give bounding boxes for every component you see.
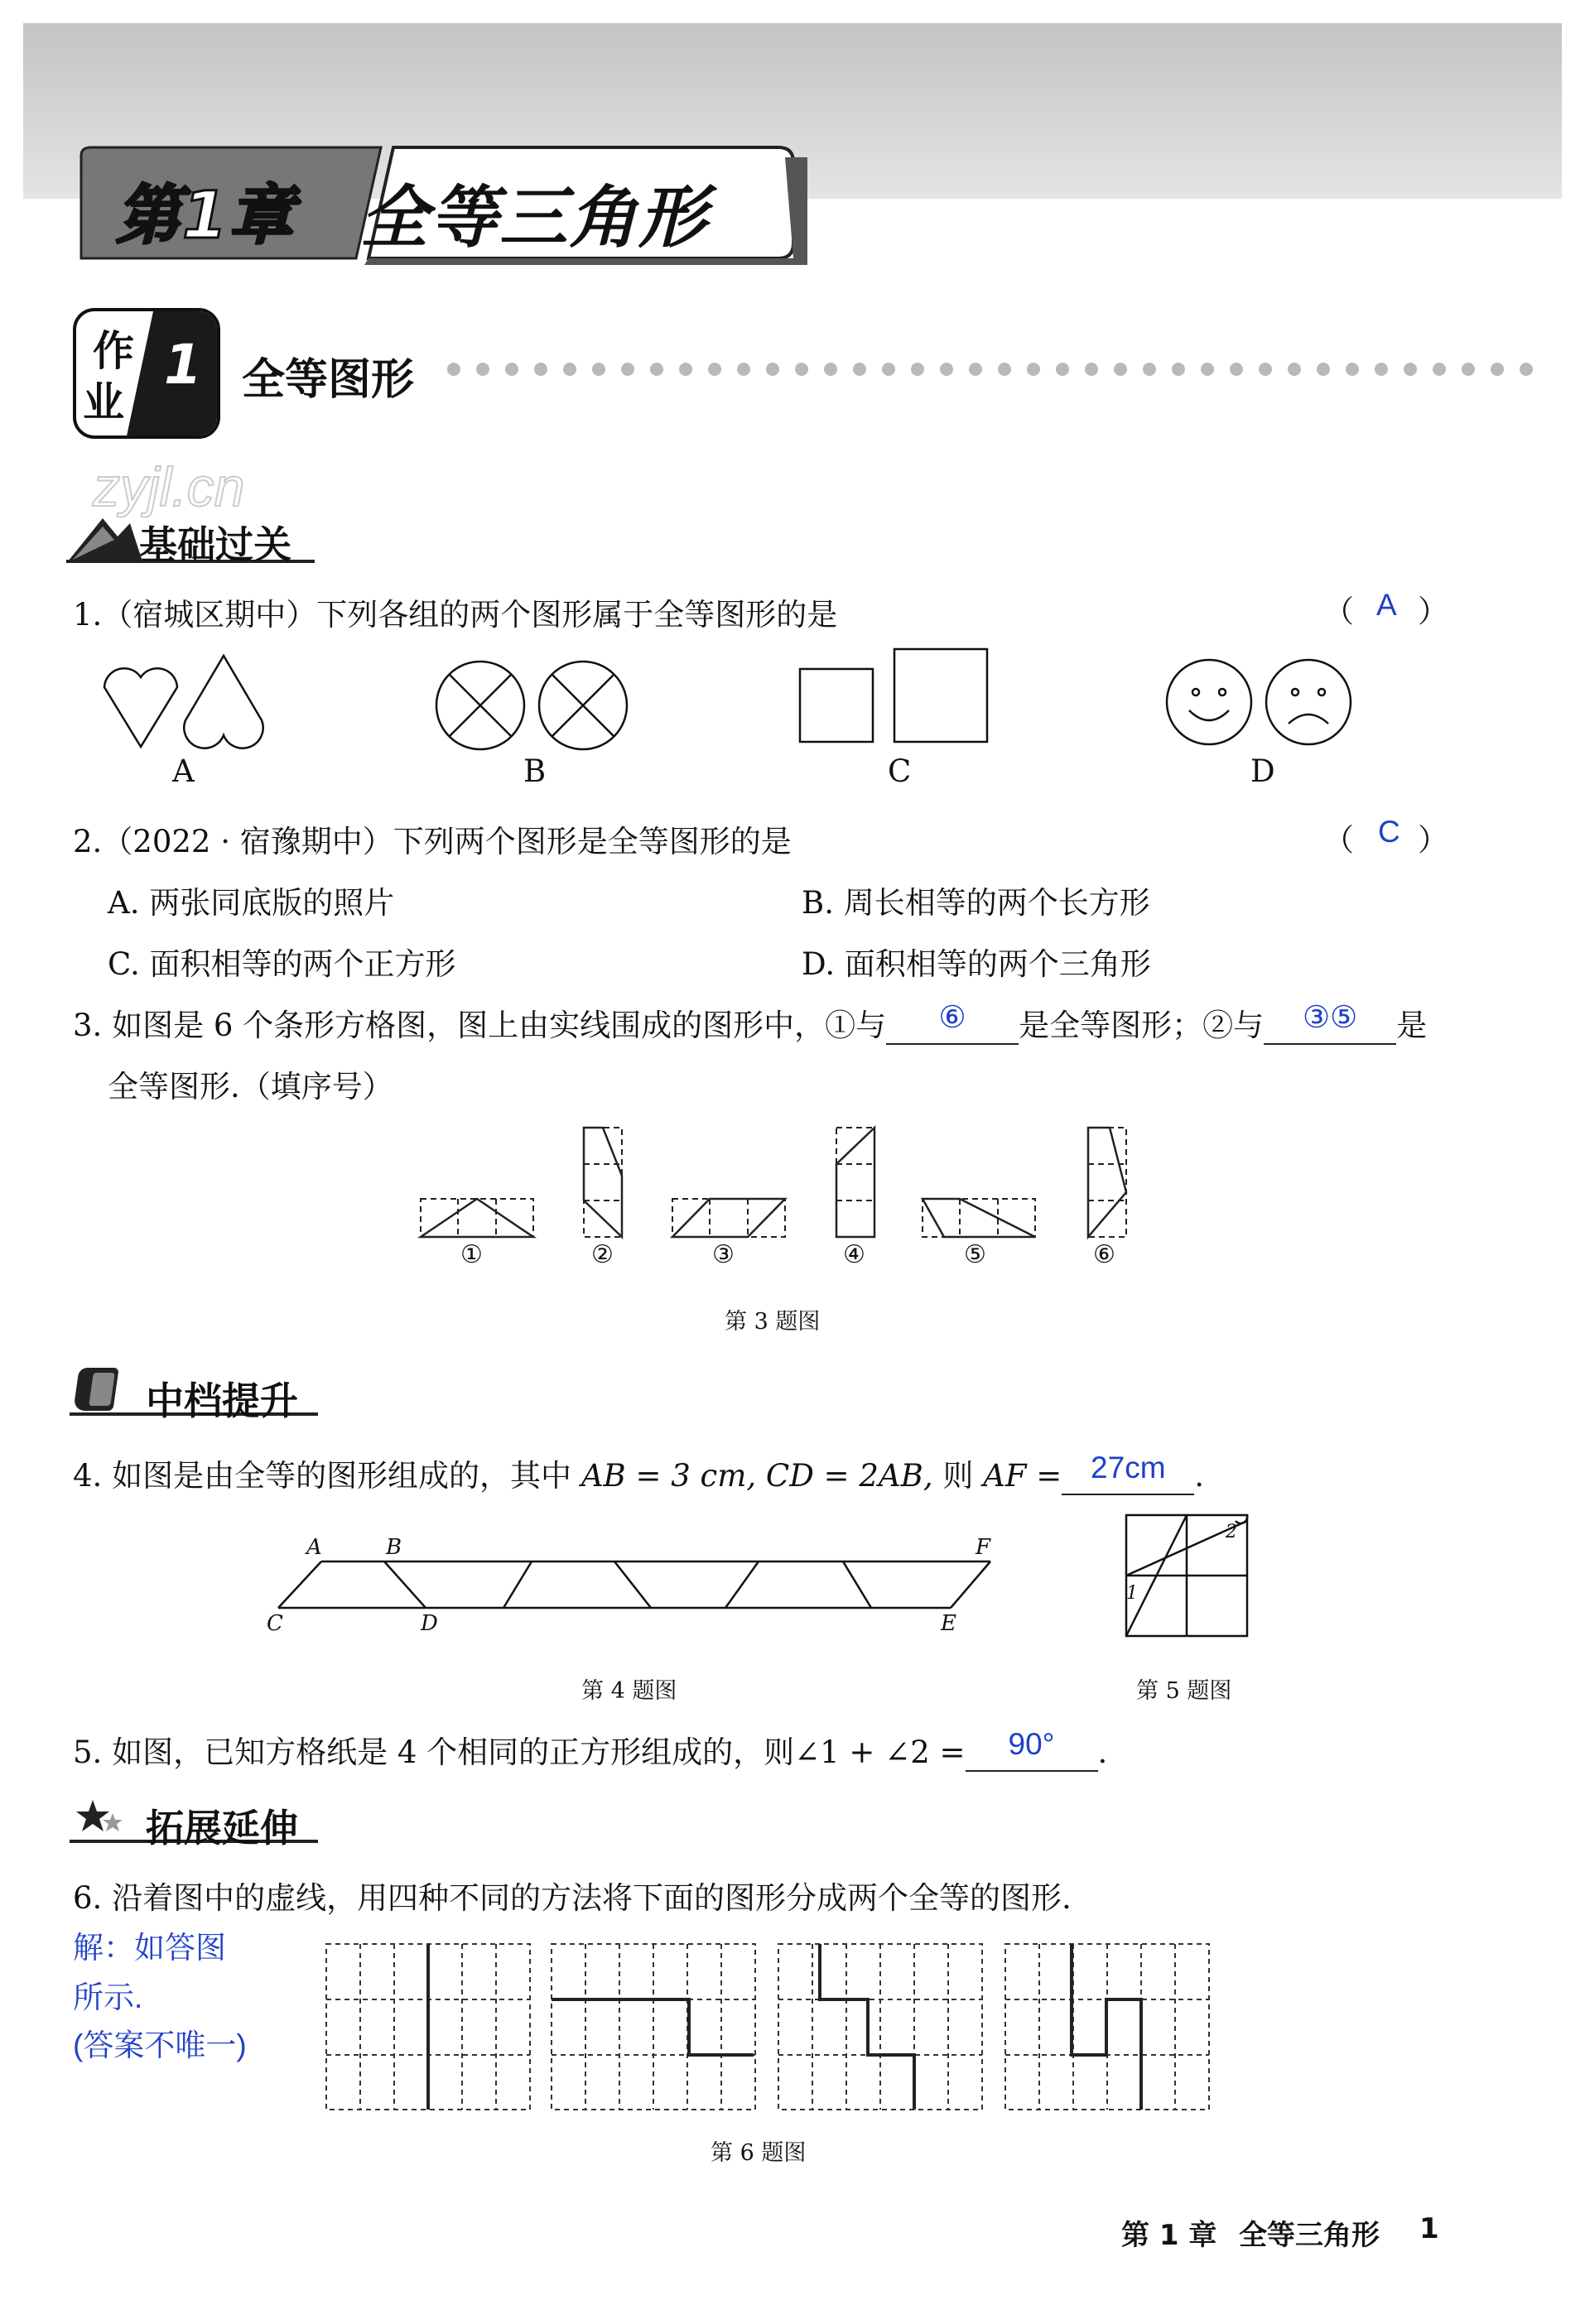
page-number: 1 (1419, 2212, 1439, 2245)
q3-strip-grids (414, 1126, 1159, 1242)
q6-text: 6. 沿着图中的虚线，用四种不同的方法将下面的图形分成两个全等的图形. (73, 1880, 1072, 1916)
q1-paren-open: （ (1323, 594, 1354, 629)
q6-caption: 第 6 题图 (711, 2140, 807, 2166)
q4-point-label: B (386, 1535, 402, 1560)
q2-option-d: D. 面积相等的两个三角形 (802, 946, 1151, 982)
section-extend-title: 拓展延伸 (146, 1806, 298, 1850)
q3-label: ⑤ (964, 1240, 986, 1269)
mountain-icon (68, 512, 142, 563)
q5-angle-label: 2 (1226, 1522, 1237, 1542)
q5-end: . (1097, 1735, 1108, 1770)
q3-text-b: 是全等图形；②与 (1019, 1008, 1265, 1043)
q1-heart-figures (99, 654, 265, 753)
q1-option-label: B (523, 753, 547, 789)
q2-option-b: B. 周长相等的两个长方形 (802, 885, 1150, 921)
q1-option-label: A (172, 753, 195, 789)
q4-blank (1062, 1451, 1194, 1495)
q3-blank-1 (886, 1000, 1019, 1045)
watermark: zyjl.cn (93, 456, 245, 517)
q3-label: ③ (712, 1240, 735, 1269)
assignment-label-top: 作 (93, 327, 134, 375)
q4-text-c: AF = (973, 1458, 1062, 1494)
q2-paren-close: ） (1418, 822, 1448, 858)
q5-caption: 第 5 题图 (1136, 1678, 1232, 1704)
q5-text-main: 5. 如图，已知方格纸是 4 个相同的正方形组成的，则∠1 + ∠2 = (73, 1735, 966, 1770)
q1-face-figures (1164, 657, 1355, 750)
q3-caption: 第 3 题图 (725, 1309, 821, 1335)
q3-label: ② (591, 1240, 614, 1269)
q6-grids (325, 1942, 1219, 2116)
q3-text-c: 是 (1396, 1008, 1428, 1043)
q3-answer-2: ③⑤ (1302, 1000, 1358, 1034)
q2-option-c: C. 面积相等的两个正方形 (108, 946, 456, 982)
q2-option-a: A. 两张同底版的照片 (108, 885, 395, 921)
section-basic-title: 基础过关 (139, 522, 291, 567)
q1-paren-close: ） (1418, 594, 1448, 629)
section-middle-title: 中档提升 (146, 1379, 298, 1423)
q4-answer: 27cm (1091, 1451, 1166, 1484)
q3-answer-1: ⑥ (938, 1000, 966, 1034)
q2-text: 2.（2022 · 宿豫期中）下列两个图形是全等图形的是 (73, 824, 792, 859)
q4-text-b: 则 (942, 1458, 974, 1494)
footer-chapter: 第 1 章 (1121, 2219, 1217, 2252)
q1-answer: A (1376, 588, 1397, 622)
book-icon (73, 1368, 118, 1411)
q6-answer-line: 所示. (73, 1980, 143, 2014)
q1-circle-figures (434, 659, 633, 752)
q5-text (73, 1727, 1107, 1772)
q4-text (73, 1451, 1204, 1495)
q4-text-a: 4. 如图是由全等的图形组成的，其中 (73, 1458, 572, 1494)
q4-point-label: A (306, 1535, 322, 1560)
q3-line2: 全等图形.（填序号） (108, 1069, 393, 1104)
q3-blank-2 (1264, 1000, 1396, 1045)
q4-point-label: F (976, 1535, 991, 1560)
assignment-title: 全等图形 (242, 355, 415, 405)
q4-point-label: C (267, 1611, 283, 1636)
q5-blank (966, 1727, 1098, 1772)
q4-end: . (1194, 1458, 1205, 1494)
q4-point-label: D (421, 1611, 438, 1636)
q1-square-figures (798, 647, 997, 747)
q3-label: ① (460, 1240, 483, 1269)
q1-option-label: D (1250, 753, 1275, 789)
q3-label: ④ (843, 1240, 865, 1269)
dotted-rule (447, 363, 1540, 379)
q3-label: ⑥ (1093, 1240, 1115, 1269)
q6-answer-line: (答案不唯一) (73, 2028, 247, 2062)
chapter-title: 全等三角形 (360, 179, 708, 257)
q3-text (73, 1000, 1427, 1045)
q2-answer: C (1378, 815, 1400, 849)
q1-text: 1.（宿城区期中）下列各组的两个图形属于全等图形的是 (73, 597, 838, 633)
assignment-label-bottom: 业 (83, 378, 124, 426)
stars-icon (75, 1797, 128, 1838)
q3-text-a: 3. 如图是 6 个条形方格图，图上由实线围成的图形中，①与 (73, 1008, 887, 1043)
q5-angle-label: 1 (1126, 1583, 1138, 1604)
q1-option-label: C (888, 753, 912, 789)
q4-expr: AB = 3 cm, CD = 2AB, (571, 1458, 943, 1494)
q2-paren-open: （ (1323, 822, 1354, 858)
q6-answer-line: 解：如答图 (73, 1931, 226, 1965)
q4-caption: 第 4 题图 (581, 1678, 677, 1704)
assignment-number: 1 (164, 333, 202, 397)
chapter-number: 第1章 (116, 179, 296, 253)
footer-title: 全等三角形 (1239, 2219, 1380, 2252)
q5-answer: 90° (1008, 1727, 1055, 1761)
q4-figure (273, 1557, 1002, 1631)
q4-point-label: E (941, 1611, 956, 1636)
